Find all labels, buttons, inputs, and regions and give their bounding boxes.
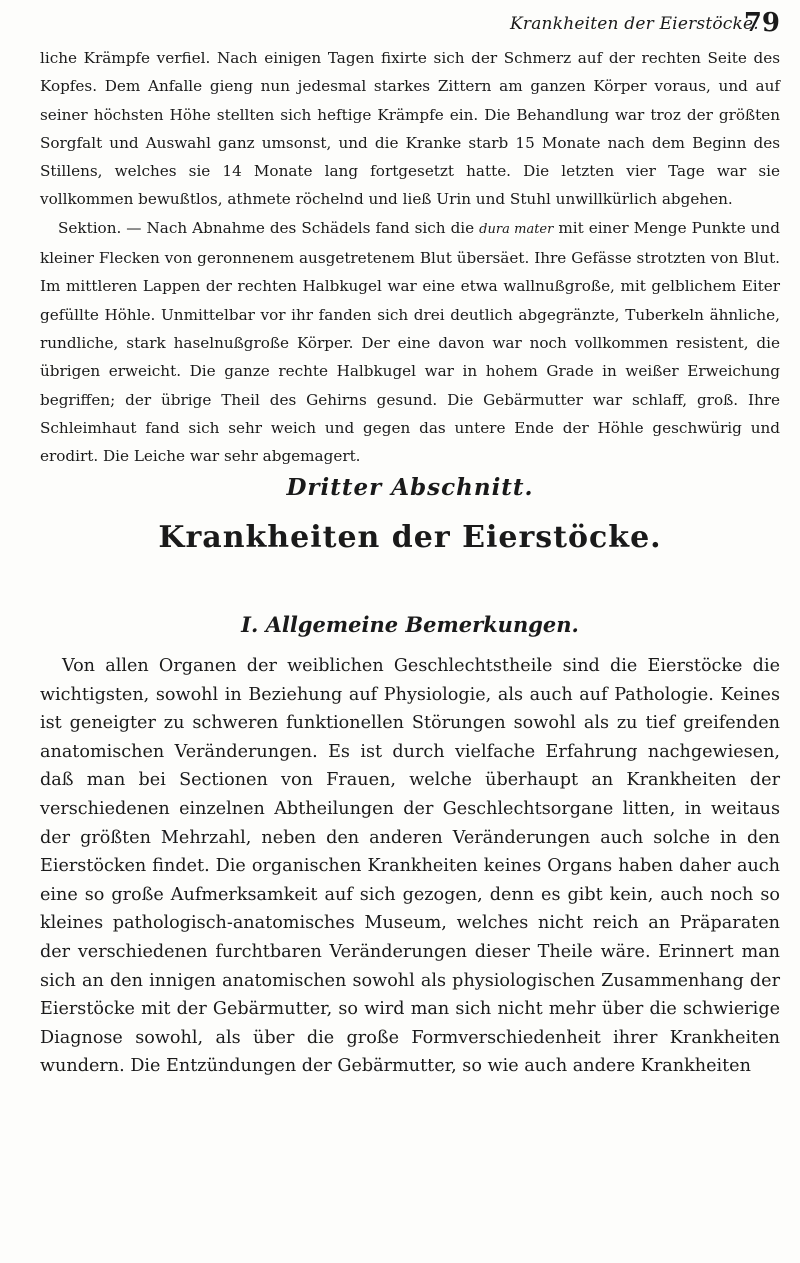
case-paragraph: liche Krämpfe verfiel. Nach einigen Tagen fixirte sich der Schmerz auf der rechten Seite des Kopfes. Dem Anfalle gieng nun jedesmal starkes Zittern am ganzen Körper voraus, und auf seiner höchsten Höhe stellten sich heftige Krämpfe ein. Die Behandlung war troz der größten Sorgfalt und Auswahl ganz umsonst, und die Kranke starb 15 Monate nach dem Beginn des Stillens, welches sie 14 Monate lang fortgesetzt hatte. Die letzten vier Tage war sie vollkommen bewußtlos, athmete röchelnd und ließ Urin und Stuhl unwillkürlich abgehen.	[40, 49, 780, 209]
section-number-heading: Dritter Abschnitt.	[286, 474, 534, 501]
section-report-rest: mit einer Menge Punkte und kleiner Flecken von geronnenem ausgetretenem Blut übersäet. Ihre Gefässe strotzten von Blut. Im mittleren Lappen der rechten Halbkugel war eine etwa wallnußgroße, mit gelblichem Eiter gefüllte Höhle. Unmittelbar vor ihr fanden sich drei deutlich abgegränzte, Tuberkeln ähnliche, rundliche, stark haselnußgroße Körper. Der eine davon war noch vollkommen resistent, die übrigen erweicht. Die ganze rechte Halbkugel war in hohem Grade in weißer Erweichung begriffen; der übrige Theil des Gehirns gesund. Die Gebärmutter war schlaff, groß. Ihre Schleimhaut fand sich sehr weich und gegen das untere Ende der Höhle geschwürig und erodirt. Die Leiche war sehr abgemagert.	[40, 218, 780, 466]
page-number: 79	[743, 8, 780, 38]
section-report-paragraph	[40, 214, 780, 471]
section-report-lead: Sektion. — Nach Abnahme des Schädels fand sich die	[58, 218, 480, 237]
running-title: Krankheiten der Eierstöcke.	[510, 14, 759, 34]
general-remarks-paragraph: Von allen Organen der weiblichen Geschlechtstheile sind die Eierstöcke die wichtigsten, sowohl in Beziehung auf Physiologie, als auch auf Pathologie. Keines ist geneigter zu schweren funktionellen Störungen sowohl als zu tief greifenden anatomischen Veränderungen. Es ist durch vielfache Erfahrung nachgewiesen, daß man bei Sectionen von Frauen, welche überhaupt an Krankheiten der verschiedenen einzelnen Abtheilungen der Geschlechtsorgane litten, in weitaus der größten Mehrzahl, neben den anderen Veränderungen auch solche in den Eierstöcken findet. Die organischen Krankheiten keines Organs haben daher auch eine so große Aufmerksamkeit auf sich gezogen, denn es gibt kein, auch noch so kleines pathologisch-anatomisches Museum, welches nicht reich an Präparaten der verschiedenen furchtbaren Veränderungen dieser Theile wäre. Erinnert man sich an den innigen anatomischen sowohl als physiologischen Zusammenhang der Eierstöcke mit der Gebärmutter, so wird man sich nicht mehr über die schwierige Diagnose sowohl, als über die große Formverschiedenheit ihrer Krankheiten wundern. Die Entzündungen der Gebärmutter, so wie auch andere Krankheiten	[40, 656, 780, 1077]
running-head	[40, 10, 780, 40]
chapter-title: Krankheiten der Eierstöcke.	[158, 520, 662, 555]
case-report-text	[40, 44, 780, 470]
general-remarks-text	[40, 652, 780, 1081]
subsection-heading: I. Allgemeine Bemerkungen.	[241, 612, 579, 637]
latin-term: dura mater	[479, 221, 554, 237]
